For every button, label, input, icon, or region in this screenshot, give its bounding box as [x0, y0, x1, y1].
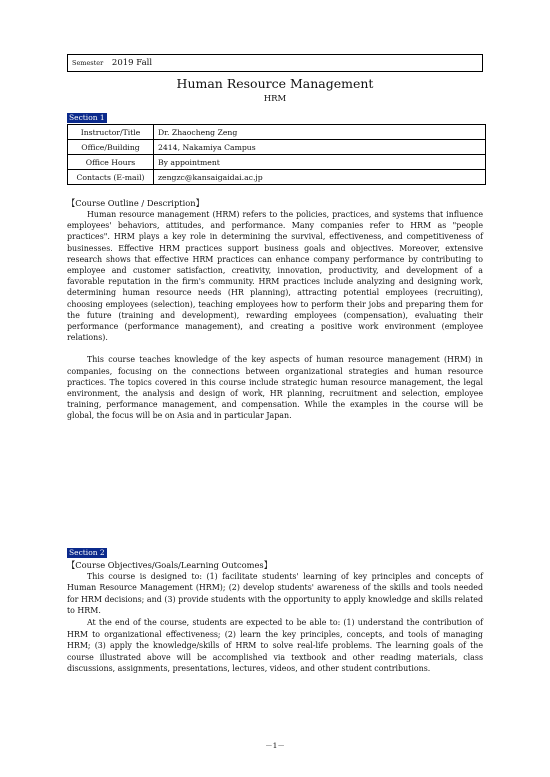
- course-title: Human Resource Management: [176, 76, 374, 91]
- section-1-tag: Section 1: [69, 113, 105, 122]
- section-2-tag: Section 2: [69, 547, 105, 557]
- table-row: [68, 170, 486, 185]
- table-row: [68, 125, 486, 140]
- instructor-info-table: [67, 124, 486, 185]
- info-value: 2414, Nakamiya Campus: [154, 140, 486, 155]
- course-code: HRM: [263, 94, 287, 104]
- course-outline-paragraph-1: Human resource management (HRM) refers to the policies, practices, and systems that influence employees' behaviors, attitudes, and performance. Many companies refer to HRM as "people practices". HRM plays a key role in determining the survival, effectiveness, and competitiveness of businesses. Effective HRM practices support business goals and objectives. Moreover, extensive research shows that effective HRM practices can enhance company performance by contributing to employee and customer satisfaction, creativity, innovation, productivity, and development of a favorable reputation in the firm's community. HRM practices include analyzing and designing work, determining human resource needs (HR planning), attracting potential employees (recruiting), choosing employees (selection), teaching employees how to perform their jobs and preparing them for the future (training and development), rewarding employees (compensation), evaluating their performance (performance management), and creating a positive work environment (employee relations).: [67, 210, 483, 343]
- objectives-heading: 【Course Objectives/Goals/Learning Outcomes】: [67, 559, 272, 570]
- semester-value: 2019 Fall: [111, 58, 153, 68]
- table-row: [68, 140, 486, 155]
- table-row: [68, 155, 486, 170]
- objectives-paragraph-1: This course is designed to: (1) facilitate students' learning of key principles and concepts of Human Resource Management (HRM); (2) develop students' awareness of the skills and tools needed for HRM decisions; and (3) provide students with the opportunity to apply knowledge and skills related to HRM.: [67, 571, 483, 616]
- course-outline-paragraph-2: This course teaches knowledge of the key aspects of human resource management (HRM) in companies, focusing on the connections between organizational strategies and human resource practices. The topics covered in this course include strategic human resource management, the legal environment, the analysis and design of work, HR planning, recruitment and selection, employee training, performance management, and compensation. While the examples in the course will be global, the focus will be on Asia and in particular Japan.: [67, 355, 483, 421]
- page-number: －1－: [265, 741, 285, 750]
- email-value[interactable]: zengzc@kansaigaidai.ac.jp: [154, 170, 486, 185]
- info-key: Office/Building: [68, 140, 154, 155]
- info-key: Office Hours: [68, 155, 154, 170]
- semester-box: [67, 54, 483, 72]
- info-value: By appointment: [154, 155, 486, 170]
- course-outline-heading: 【Course Outline / Description】: [67, 198, 204, 208]
- info-key: Contacts (E-mail): [68, 170, 154, 185]
- objectives-paragraph-2: At the end of the course, students are expected to be able to: (1) understand the contribution of HRM to organizational effectiveness; (2) learn the key principles, concepts, and tools of managing HRM; (3) apply the knowledge/skills of HRM to solve real-life problems. The learning goals of the course illustrated above will be accomplished via textbook and other reading materials, class discussions, assignments, presentations, lectures, videos, and other student contributions.: [67, 618, 483, 674]
- info-value: Dr. Zhaocheng Zeng: [154, 125, 486, 140]
- syllabus-page: [67, 54, 483, 675]
- info-key: Instructor/Title: [68, 125, 154, 140]
- semester-label: Semester: [72, 59, 104, 67]
